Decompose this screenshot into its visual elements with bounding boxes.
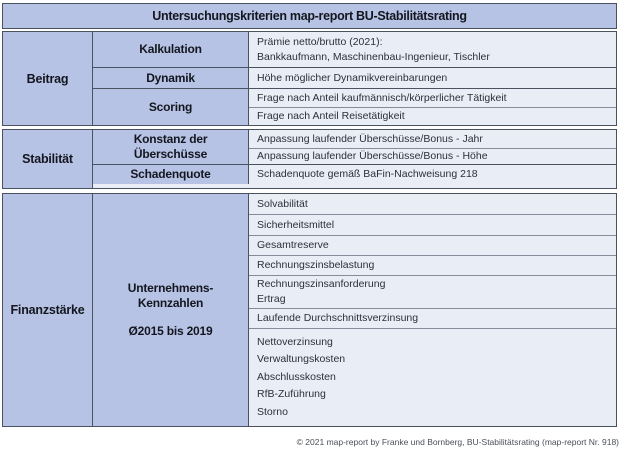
criterion-text: Bankkaufmann, Maschinenbau-Ingenieur, Tischler bbox=[257, 50, 490, 63]
criterion-text: Schadenquote gemäß BaFin-Nachweisung 218 bbox=[257, 168, 478, 180]
criterion-text: Ertrag bbox=[257, 293, 286, 305]
group-schadenquote-cells bbox=[249, 165, 616, 184]
copyright-footer: © 2021 map-report by Franke und Bornberg, BU-Stabilitätsrating (map-report Nr. 918) bbox=[296, 437, 619, 447]
criterion-cell bbox=[249, 32, 616, 67]
group-label-line: Dynamik bbox=[146, 70, 195, 85]
group-label-line: Unternehmens- bbox=[127, 281, 214, 295]
group-label-line: Schadenquote bbox=[130, 167, 211, 181]
group-dynamik-cells bbox=[249, 68, 616, 88]
criterion-text: Rechnungszinsbelastung bbox=[257, 259, 375, 271]
criterion-text: Gesamtreserve bbox=[257, 239, 329, 251]
group-label-konstanz bbox=[93, 130, 249, 164]
group-label-line: Scoring bbox=[148, 99, 193, 114]
group-label-line: Kalkulation bbox=[139, 42, 202, 56]
group-dynamik bbox=[93, 68, 616, 89]
section-beitrag bbox=[2, 31, 617, 126]
criterion-cell bbox=[249, 149, 616, 164]
criterion-text: Anpassung laufender Überschüsse/Bonus - Jahr bbox=[257, 132, 483, 145]
criterion-cell bbox=[249, 89, 616, 108]
criterion-text: Storno bbox=[257, 405, 288, 418]
criterion-cell bbox=[249, 329, 616, 426]
group-label-line: Kennzahlen bbox=[137, 296, 204, 310]
criterion-text: Verwaltungskosten bbox=[257, 353, 346, 366]
criterion-text: Sicherheitsmittel bbox=[257, 218, 335, 231]
category-label-beitrag: Beitrag bbox=[3, 32, 93, 125]
group-scoring-cells bbox=[249, 89, 616, 125]
criterion-text: Frage nach Anteil kaufmännisch/körperlicher Tätigkeit bbox=[257, 91, 507, 104]
criterion-text: Abschlusskosten bbox=[257, 370, 336, 383]
criterion-text: Nettoverzinsung bbox=[257, 335, 333, 348]
group-kennzahlen-cells bbox=[249, 194, 616, 426]
section-beitrag-groups bbox=[93, 32, 616, 125]
criterion-text: Solvabilität bbox=[257, 197, 308, 210]
criterion-text: Frage nach Anteil Reisetätigkeit bbox=[257, 110, 405, 122]
section-stabilitaet bbox=[2, 129, 617, 189]
category-label-stabilitaet: Stabilität bbox=[3, 130, 93, 188]
group-label-schadenquote bbox=[93, 165, 249, 184]
criterion-cell bbox=[249, 276, 616, 309]
group-sublabel-period: Ø2015 bis 2019 bbox=[128, 324, 213, 338]
group-scoring bbox=[93, 89, 616, 125]
criterion-text: Laufende Durchschnittsverzinsung bbox=[257, 312, 419, 324]
category-label-finanzstaerke: Finanzstärke bbox=[3, 194, 93, 426]
group-konstanz bbox=[93, 130, 616, 165]
criterion-cell bbox=[249, 130, 616, 149]
group-konstanz-cells bbox=[249, 130, 616, 164]
group-label-scoring bbox=[93, 89, 249, 125]
group-label-line: Konstanz der bbox=[133, 132, 208, 146]
criterion-text: RfB-Zuführung bbox=[257, 388, 326, 401]
criterion-cell bbox=[249, 165, 616, 184]
criterion-cell bbox=[249, 309, 616, 329]
table-title: Untersuchungskriterien map-report BU-Stabilitätsrating bbox=[2, 3, 617, 29]
criterion-text: Prämie netto/brutto (2021): bbox=[257, 35, 383, 48]
criterion-cell bbox=[249, 68, 616, 88]
criterion-cell bbox=[249, 236, 616, 256]
group-kalkulation-cells bbox=[249, 32, 616, 67]
criterion-cell bbox=[249, 194, 616, 215]
criterion-cell bbox=[249, 215, 616, 236]
group-schadenquote bbox=[93, 165, 616, 184]
section-finanzstaerke-groups bbox=[93, 194, 616, 426]
criterion-text: Höhe möglicher Dynamikvereinbarungen bbox=[257, 71, 448, 84]
criterion-text: Rechnungszinsanforderung bbox=[257, 278, 386, 290]
criterion-text: Anpassung laufender Überschüsse/Bonus - Höhe bbox=[257, 150, 488, 162]
group-label-kennzahlen bbox=[93, 194, 249, 426]
section-stabilitaet-groups bbox=[93, 130, 616, 188]
group-kalkulation bbox=[93, 32, 616, 68]
group-label-dynamik bbox=[93, 68, 249, 88]
group-kennzahlen bbox=[93, 194, 616, 426]
group-label-kalkulation bbox=[93, 32, 249, 67]
group-label-line: Überschüsse bbox=[133, 147, 208, 161]
criterion-cell bbox=[249, 108, 616, 125]
section-finanzstaerke bbox=[2, 193, 617, 427]
criterion-cell bbox=[249, 256, 616, 276]
